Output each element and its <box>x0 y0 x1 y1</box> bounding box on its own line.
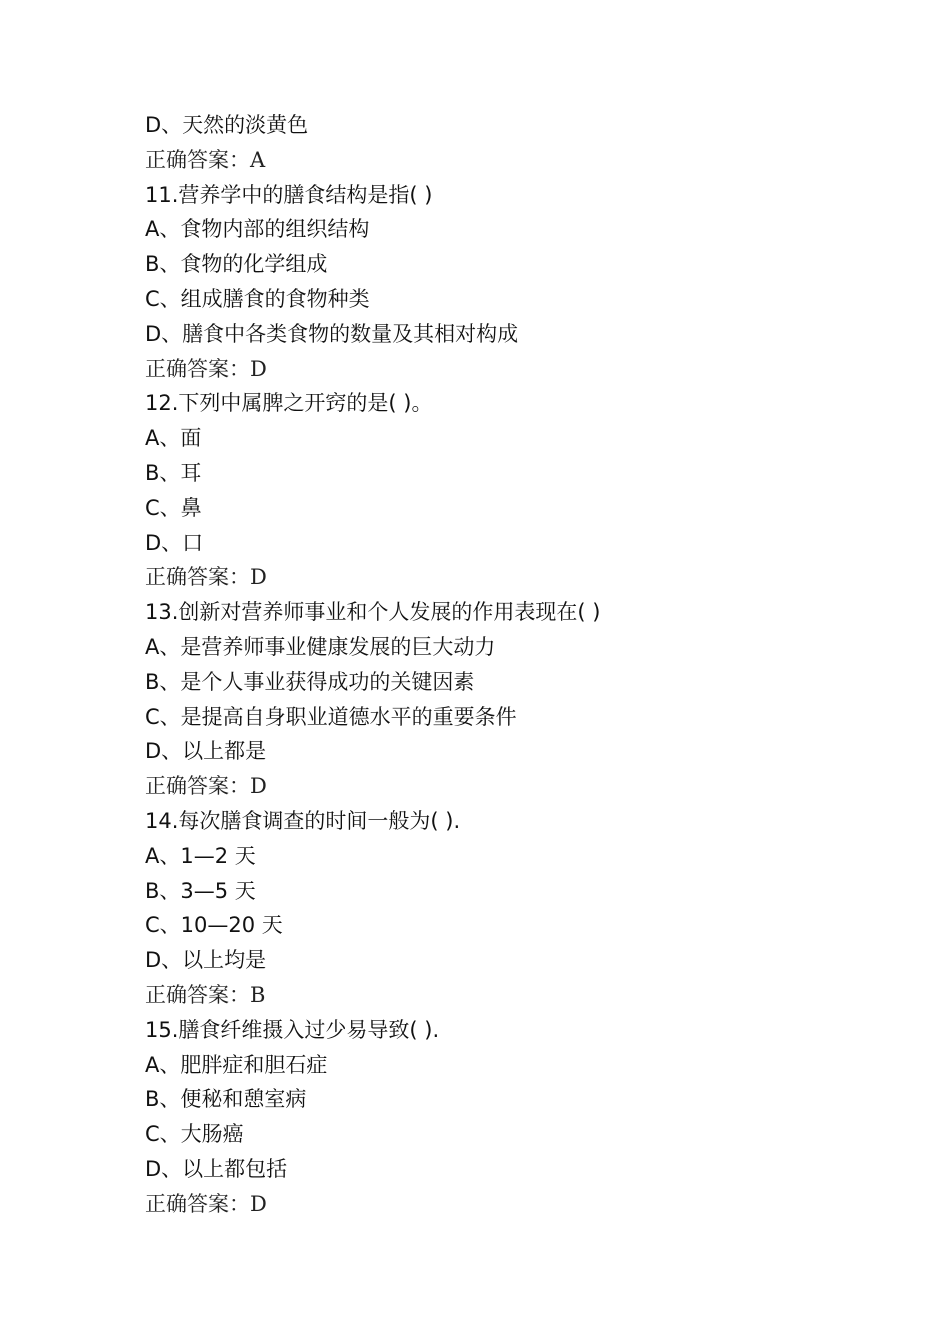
question-line: 13.创新对营养师事业和个人发展的作用表现在( ) <box>145 600 601 625</box>
option-line: C、10—20 天 <box>145 913 283 938</box>
option-line: C、大肠癌 <box>145 1122 244 1147</box>
question-line: 11.营养学中的膳食结构是指( ) <box>145 182 433 207</box>
answer-line: 正确答案：D <box>145 1191 267 1216</box>
option-line: C、组成膳食的食物种类 <box>145 286 370 311</box>
answer-line: 正确答案：D <box>145 774 267 799</box>
option-line: A、面 <box>145 426 202 451</box>
question-line: 12.下列中属脾之开窍的是( )。 <box>145 391 433 416</box>
option-line: A、是营养师事业健康发展的巨大动力 <box>145 634 496 659</box>
question-line: 15.膳食纤维摄入过少易导致( ). <box>145 1017 440 1042</box>
question-line: 14.每次膳食调查的时间一般为( ). <box>145 808 461 833</box>
answer-line: 正确答案：D <box>145 356 267 381</box>
answer-line: 正确答案：A <box>145 147 266 172</box>
option-line: A、食物内部的组织结构 <box>145 217 370 242</box>
option-line: C、鼻 <box>145 495 202 520</box>
option-line: A、肥胖症和胆石症 <box>145 1052 328 1077</box>
answer-line: 正确答案：D <box>145 565 267 590</box>
option-line: B、便秘和憩室病 <box>145 1087 307 1112</box>
option-line: C、是提高自身职业道德水平的重要条件 <box>145 704 517 729</box>
option-line: B、耳 <box>145 460 202 485</box>
option-line: D、以上都是 <box>145 739 267 764</box>
question-list <box>145 108 905 1222</box>
option-line: D、膳食中各类食物的数量及其相对构成 <box>145 321 519 346</box>
option-line: D、口 <box>145 530 204 555</box>
option-line: B、食物的化学组成 <box>145 252 328 277</box>
option-line: B、是个人事业获得成功的关键因素 <box>145 669 475 694</box>
option-line: D、天然的淡黄色 <box>145 113 309 137</box>
option-line: D、以上都包括 <box>145 1156 288 1181</box>
option-line: B、3—5 天 <box>145 878 256 903</box>
option-line: D、以上均是 <box>145 948 267 973</box>
option-line: A、1—2 天 <box>145 843 256 868</box>
answer-line: 正确答案：B <box>145 982 266 1007</box>
